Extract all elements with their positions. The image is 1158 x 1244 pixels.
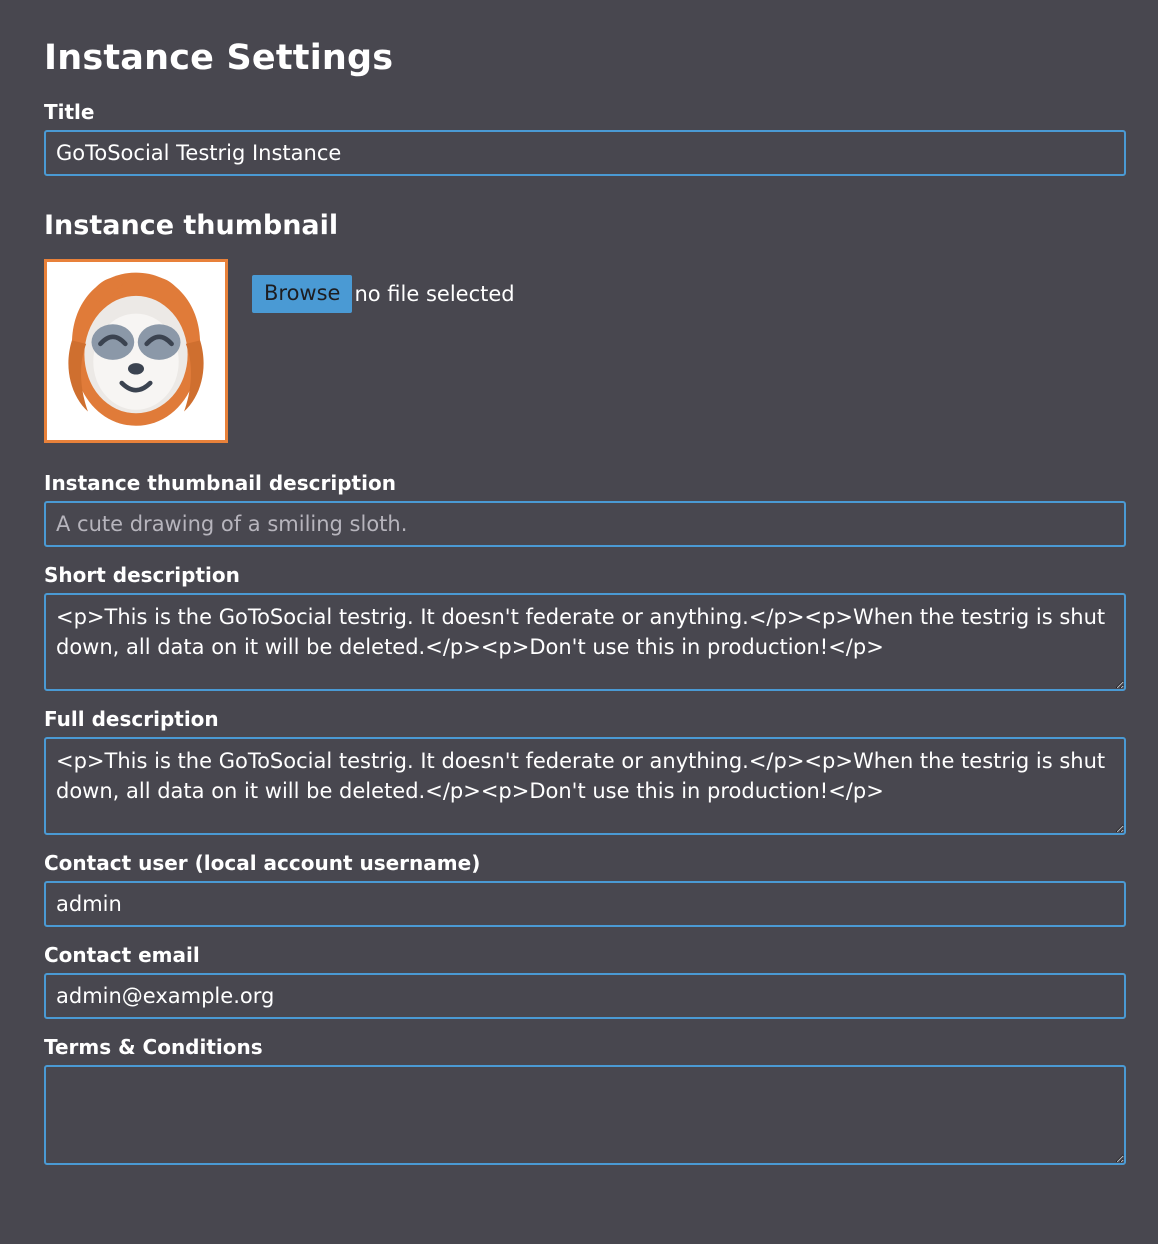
full-description-textarea[interactable] [44,737,1126,835]
short-description-textarea[interactable] [44,593,1126,691]
thumbnail-description-group [44,471,1130,547]
page-title: Instance Settings [44,38,394,78]
file-status-text: no file selected [354,282,515,307]
thumbnail-row [44,259,1130,443]
thumbnail-description-input[interactable] [44,501,1126,547]
title-field-group [44,100,1130,176]
contact-user-input[interactable] [44,881,1126,927]
title-input[interactable] [44,130,1126,176]
browse-button[interactable]: Browse [252,275,352,313]
contact-user-group [44,851,1130,927]
contact-user-label: Contact user (local account username) [44,851,481,875]
title-label: Title [44,100,95,124]
terms-group [44,1035,1130,1165]
terms-textarea[interactable] [44,1065,1126,1165]
contact-email-label: Contact email [44,943,200,967]
thumbnail-description-label: Instance thumbnail description [44,471,396,495]
terms-label: Terms & Conditions [44,1035,263,1059]
file-picker [252,275,515,313]
sloth-avatar-icon [44,259,228,443]
contact-email-group [44,943,1130,1019]
contact-email-input[interactable] [44,973,1126,1019]
full-description-group [44,707,1130,835]
short-description-label: Short description [44,563,240,587]
instance-thumbnail-heading: Instance thumbnail [44,210,339,241]
full-description-label: Full description [44,707,219,731]
short-description-group [44,563,1130,691]
